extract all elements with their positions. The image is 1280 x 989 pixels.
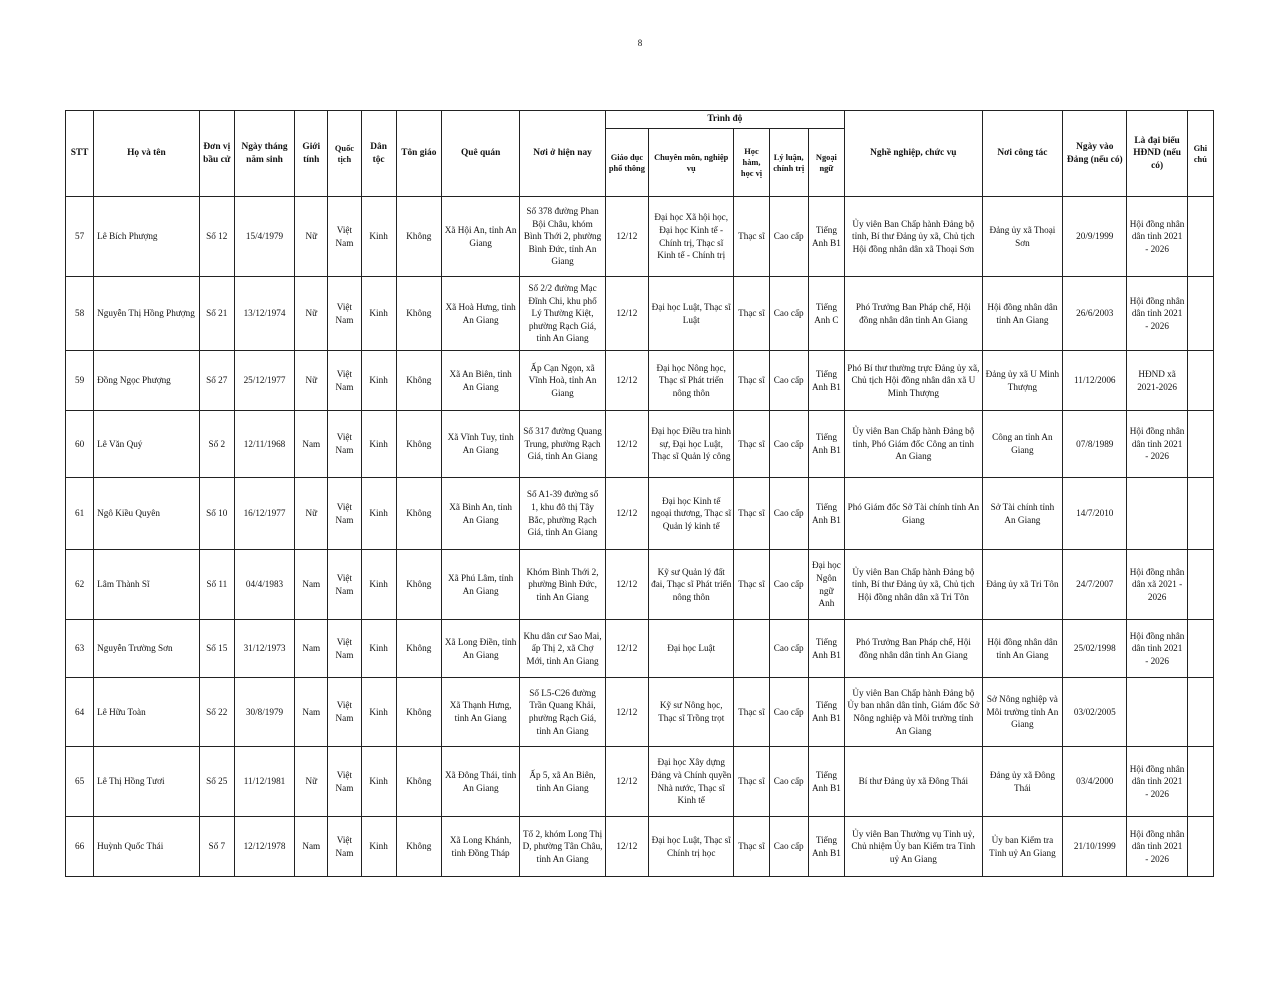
cell-noi-o: Số 378 đường Phan Bội Châu, khóm Bình Thới 2, phường Bình Đức, tỉnh An Giang xyxy=(520,197,605,277)
cell-ngay-vao-dang: 20/9/1999 xyxy=(1063,197,1127,277)
cell-noi-cong-tac: Đảng ủy xã Thoại Sơn xyxy=(982,197,1062,277)
cell-stt: 62 xyxy=(66,550,94,620)
cell-que-quan: Xã Hoà Hưng, tỉnh An Giang xyxy=(441,277,519,351)
cell-ngoai-ngu: Tiếng Anh B1 xyxy=(808,411,844,478)
cell-dai-bieu: Hội đồng nhân dân tỉnh 2021 - 2026 xyxy=(1127,411,1187,478)
cell-dai-bieu: HĐND xã 2021-2026 xyxy=(1127,351,1187,411)
header-ngay-sinh: Ngày tháng năm sinh xyxy=(234,111,294,197)
cell-dan-toc: Kinh xyxy=(361,351,396,411)
cell-dan-toc: Kinh xyxy=(361,620,396,678)
cell-ly-luan: Cao cấp xyxy=(769,478,808,550)
cell-ho-ten: Đồng Ngọc Phượng xyxy=(94,351,200,411)
cell-don-vi: Số 25 xyxy=(199,747,234,817)
cell-ly-luan: Cao cấp xyxy=(769,277,808,351)
cell-ngay-sinh: 04/4/1983 xyxy=(234,550,294,620)
cell-stt: 58 xyxy=(66,277,94,351)
header-quoc-tich: Quốc tịch xyxy=(328,111,361,197)
cell-dai-bieu: Hội đồng nhân dân tỉnh 2021 - 2026 xyxy=(1127,277,1187,351)
cell-ho-ten: Lê Hữu Toàn xyxy=(94,678,200,747)
table-row xyxy=(66,351,1214,411)
cell-ngay-vao-dang: 14/7/2010 xyxy=(1063,478,1127,550)
cell-ngay-vao-dang: 26/6/2003 xyxy=(1063,277,1127,351)
cell-dan-toc: Kinh xyxy=(361,478,396,550)
header-gd-pho-thong: Giáo dục phổ thông xyxy=(605,129,648,197)
cell-ton-giao: Không xyxy=(396,550,441,620)
cell-ho-ten: Huỳnh Quốc Thái xyxy=(94,817,200,877)
table-row xyxy=(66,678,1214,747)
cell-nghe-nghiep: Ủy viên Ban Chấp hành Đảng bộ tỉnh, Bí thư Đảng ủy xã, Chủ tịch Hội đồng nhân dân xã Tri Tôn xyxy=(844,550,982,620)
cell-quoc-tich: Việt Nam xyxy=(328,747,361,817)
cell-gd-pho-thong: 12/12 xyxy=(605,550,648,620)
cell-quoc-tich: Việt Nam xyxy=(328,351,361,411)
cell-ton-giao: Không xyxy=(396,817,441,877)
cell-hoc-ham: Thạc sĩ xyxy=(734,747,769,817)
cell-chuyen-mon: Đại học Nông học, Thạc sĩ Phát triển nông thôn xyxy=(648,351,733,411)
cell-gioi-tinh: Nữ xyxy=(295,197,328,277)
cell-ghi-chu xyxy=(1187,620,1213,678)
table-row xyxy=(66,550,1214,620)
cell-ton-giao: Không xyxy=(396,678,441,747)
cell-nghe-nghiep: Bí thư Đảng ủy xã Đông Thái xyxy=(844,747,982,817)
cell-ghi-chu xyxy=(1187,747,1213,817)
cell-gd-pho-thong: 12/12 xyxy=(605,747,648,817)
cell-stt: 57 xyxy=(66,197,94,277)
cell-gioi-tinh: Nữ xyxy=(295,351,328,411)
cell-gd-pho-thong: 12/12 xyxy=(605,620,648,678)
cell-noi-o: Số A1-39 đường số 1, khu đô thị Tây Bắc, phường Rạch Giá, tỉnh An Giang xyxy=(520,478,605,550)
cell-que-quan: Xã Bình An, tỉnh An Giang xyxy=(441,478,519,550)
cell-ly-luan: Cao cấp xyxy=(769,351,808,411)
cell-chuyen-mon: Đại học Luật, Thạc sĩ Chính trị học xyxy=(648,817,733,877)
cell-noi-cong-tac: Sở Nông nghiệp và Môi trường tỉnh An Giang xyxy=(982,678,1062,747)
cell-ngoai-ngu: Đại học Ngôn ngữ Anh xyxy=(808,550,844,620)
cell-ton-giao: Không xyxy=(396,620,441,678)
header-dai-bieu: Là đại biểu HĐND (nếu có) xyxy=(1127,111,1187,197)
table-row xyxy=(66,197,1214,277)
cell-noi-cong-tac: Hội đồng nhân dân tỉnh An Giang xyxy=(982,277,1062,351)
header-hoc-ham: Học hàm, học vị xyxy=(734,129,769,197)
cell-ho-ten: Nguyễn Trường Sơn xyxy=(94,620,200,678)
cell-chuyen-mon: Kỹ sư Nông học, Thạc sĩ Trồng trọt xyxy=(648,678,733,747)
cell-ngay-vao-dang: 03/02/2005 xyxy=(1063,678,1127,747)
cell-ngoai-ngu: Tiếng Anh B1 xyxy=(808,817,844,877)
cell-don-vi: Số 7 xyxy=(199,817,234,877)
cell-dan-toc: Kinh xyxy=(361,678,396,747)
header-ho-ten: Họ và tên xyxy=(94,111,200,197)
table-row xyxy=(66,277,1214,351)
cell-noi-o: Ấp Cạn Ngọn, xã Vĩnh Hoà, tỉnh An Giang xyxy=(520,351,605,411)
cell-don-vi: Số 22 xyxy=(199,678,234,747)
cell-nghe-nghiep: Ủy viên Ban Thường vụ Tỉnh uỷ, Chủ nhiệm Ủy ban Kiểm tra Tỉnh uỷ An Giang xyxy=(844,817,982,877)
cell-que-quan: Xã Đông Thái, tỉnh An Giang xyxy=(441,747,519,817)
cell-ton-giao: Không xyxy=(396,411,441,478)
cell-que-quan: Xã Long Khánh, tỉnh Đồng Tháp xyxy=(441,817,519,877)
cell-ngoai-ngu: Tiếng Anh B1 xyxy=(808,478,844,550)
cell-noi-cong-tac: Đảng ủy xã Đông Thái xyxy=(982,747,1062,817)
cell-ghi-chu xyxy=(1187,411,1213,478)
header-trinh-do: Trình độ xyxy=(605,111,844,129)
cell-noi-o: Ấp 5, xã An Biên, tỉnh An Giang xyxy=(520,747,605,817)
cell-chuyen-mon: Đại học Kinh tế ngoại thương, Thạc sĩ Quản lý kinh tế xyxy=(648,478,733,550)
cell-que-quan: Xã Phú Lâm, tỉnh An Giang xyxy=(441,550,519,620)
cell-hoc-ham: Thạc sĩ xyxy=(734,197,769,277)
cell-don-vi: Số 10 xyxy=(199,478,234,550)
cell-ngay-sinh: 11/12/1981 xyxy=(234,747,294,817)
cell-nghe-nghiep: Ủy viên Ban Chấp hành Đảng bộ tỉnh, Phó Giám đốc Công an tỉnh An Giang xyxy=(844,411,982,478)
cell-ton-giao: Không xyxy=(396,747,441,817)
cell-ghi-chu xyxy=(1187,277,1213,351)
table-row xyxy=(66,411,1214,478)
cell-gd-pho-thong: 12/12 xyxy=(605,277,648,351)
header-que-quan: Quê quán xyxy=(441,111,519,197)
cell-nghe-nghiep: Phó Giám đốc Sở Tài chính tỉnh An Giang xyxy=(844,478,982,550)
cell-ngoai-ngu: Tiếng Anh B1 xyxy=(808,197,844,277)
cell-que-quan: Xã Thạnh Hưng, tỉnh An Giang xyxy=(441,678,519,747)
cell-ho-ten: Lê Bích Phượng xyxy=(94,197,200,277)
cell-noi-cong-tac: Đảng ủy xã U Minh Thượng xyxy=(982,351,1062,411)
cell-ngay-sinh: 25/12/1977 xyxy=(234,351,294,411)
header-chuyen-mon: Chuyên môn, nghiệp vụ xyxy=(648,129,733,197)
header-noi-o: Nơi ở hiện nay xyxy=(520,111,605,197)
header-gioi-tinh: Giới tính xyxy=(295,111,328,197)
cell-ton-giao: Không xyxy=(396,351,441,411)
cell-ngay-sinh: 13/12/1974 xyxy=(234,277,294,351)
cell-que-quan: Xã An Biên, tỉnh An Giang xyxy=(441,351,519,411)
cell-stt: 66 xyxy=(66,817,94,877)
cell-ly-luan: Cao cấp xyxy=(769,678,808,747)
cell-ngay-sinh: 12/12/1978 xyxy=(234,817,294,877)
cell-ton-giao: Không xyxy=(396,478,441,550)
cell-noi-o: Số 2/2 đường Mạc Đĩnh Chi, khu phố Lý Thường Kiệt, phường Rạch Giá, tỉnh An Giang xyxy=(520,277,605,351)
cell-quoc-tich: Việt Nam xyxy=(328,478,361,550)
cell-ly-luan: Cao cấp xyxy=(769,411,808,478)
cell-dan-toc: Kinh xyxy=(361,817,396,877)
cell-ngoai-ngu: Tiếng Anh B1 xyxy=(808,747,844,817)
cell-ghi-chu xyxy=(1187,817,1213,877)
cell-dan-toc: Kinh xyxy=(361,197,396,277)
cell-hoc-ham xyxy=(734,620,769,678)
cell-gd-pho-thong: 12/12 xyxy=(605,197,648,277)
cell-nghe-nghiep: Phó Bí thư thường trực Đảng ủy xã, Chủ tịch Hội đồng nhân dân xã U Minh Thượng xyxy=(844,351,982,411)
cell-dai-bieu xyxy=(1127,678,1187,747)
cell-noi-cong-tac: Ủy ban Kiểm tra Tỉnh uỷ An Giang xyxy=(982,817,1062,877)
page-number: 8 xyxy=(637,38,643,48)
cell-ly-luan: Cao cấp xyxy=(769,197,808,277)
cell-ghi-chu xyxy=(1187,678,1213,747)
header-ngay-vao-dang: Ngày vào Đảng (nếu có) xyxy=(1063,111,1127,197)
cell-quoc-tich: Việt Nam xyxy=(328,620,361,678)
cell-ngay-sinh: 12/11/1968 xyxy=(234,411,294,478)
cell-hoc-ham: Thạc sĩ xyxy=(734,277,769,351)
cell-don-vi: Số 11 xyxy=(199,550,234,620)
cell-noi-cong-tac: Hội đồng nhân dân tỉnh An Giang xyxy=(982,620,1062,678)
cell-ngay-sinh: 16/12/1977 xyxy=(234,478,294,550)
cell-ngay-sinh: 31/12/1973 xyxy=(234,620,294,678)
cell-stt: 64 xyxy=(66,678,94,747)
cell-quoc-tich: Việt Nam xyxy=(328,411,361,478)
cell-don-vi: Số 2 xyxy=(199,411,234,478)
cell-dan-toc: Kinh xyxy=(361,411,396,478)
cell-stt: 60 xyxy=(66,411,94,478)
table-body xyxy=(66,197,1214,877)
cell-gioi-tinh: Nữ xyxy=(295,747,328,817)
cell-gioi-tinh: Nữ xyxy=(295,277,328,351)
cell-quoc-tich: Việt Nam xyxy=(328,197,361,277)
cell-ly-luan: Cao cấp xyxy=(769,817,808,877)
table-row xyxy=(66,747,1214,817)
cell-noi-o: Khóm Bình Thới 2, phường Bình Đức, tỉnh An Giang xyxy=(520,550,605,620)
cell-noi-o: Số L5-C26 đường Trần Quang Khải, phường Rạch Giá, tỉnh An Giang xyxy=(520,678,605,747)
cell-noi-cong-tac: Công an tỉnh An Giang xyxy=(982,411,1062,478)
cell-stt: 59 xyxy=(66,351,94,411)
cell-don-vi: Số 12 xyxy=(199,197,234,277)
header-ngoai-ngu: Ngoại ngữ xyxy=(808,129,844,197)
cell-ngay-sinh: 15/4/1979 xyxy=(234,197,294,277)
cell-hoc-ham: Thạc sĩ xyxy=(734,351,769,411)
cell-hoc-ham: Thạc sĩ xyxy=(734,550,769,620)
cell-dan-toc: Kinh xyxy=(361,277,396,351)
cell-gioi-tinh: Nam xyxy=(295,550,328,620)
header-noi-cong-tac: Nơi công tác xyxy=(982,111,1062,197)
cell-ghi-chu xyxy=(1187,478,1213,550)
cell-gd-pho-thong: 12/12 xyxy=(605,411,648,478)
cell-hoc-ham: Thạc sĩ xyxy=(734,817,769,877)
cell-que-quan: Xã Long Điền, tỉnh An Giang xyxy=(441,620,519,678)
cell-ghi-chu xyxy=(1187,197,1213,277)
cell-chuyen-mon: Đại học Xây dựng Đảng và Chính quyền Nhà nước, Thạc sĩ Kinh tế xyxy=(648,747,733,817)
cell-dai-bieu: Hội đồng nhân dân tỉnh 2021 - 2026 xyxy=(1127,197,1187,277)
header-don-vi: Đơn vị bầu cử xyxy=(199,111,234,197)
cell-ngay-vao-dang: 25/02/1998 xyxy=(1063,620,1127,678)
cell-ngay-vao-dang: 03/4/2000 xyxy=(1063,747,1127,817)
cell-nghe-nghiep: Phó Trưởng Ban Pháp chế, Hội đồng nhân dân tỉnh An Giang xyxy=(844,620,982,678)
cell-ton-giao: Không xyxy=(396,277,441,351)
candidate-table xyxy=(65,110,1214,877)
cell-ngay-vao-dang: 21/10/1999 xyxy=(1063,817,1127,877)
cell-don-vi: Số 21 xyxy=(199,277,234,351)
cell-gioi-tinh: Nam xyxy=(295,411,328,478)
cell-gd-pho-thong: 12/12 xyxy=(605,351,648,411)
cell-dai-bieu: Hội đồng nhân dân xã 2021 - 2026 xyxy=(1127,550,1187,620)
cell-noi-o: Số 317 đường Quang Trung, phường Rạch Giá, tỉnh An Giang xyxy=(520,411,605,478)
cell-ngoai-ngu: Tiếng Anh C xyxy=(808,277,844,351)
cell-nghe-nghiep: Phó Trưởng Ban Pháp chế, Hội đồng nhân dân tỉnh An Giang xyxy=(844,277,982,351)
cell-gioi-tinh: Nam xyxy=(295,817,328,877)
cell-ngay-vao-dang: 11/12/2006 xyxy=(1063,351,1127,411)
cell-dai-bieu xyxy=(1127,478,1187,550)
cell-chuyen-mon: Kỹ sư Quản lý đất đai, Thạc sĩ Phát triển nông thôn xyxy=(648,550,733,620)
cell-ly-luan: Cao cấp xyxy=(769,620,808,678)
cell-ly-luan: Cao cấp xyxy=(769,747,808,817)
cell-ho-ten: Lâm Thành Sĩ xyxy=(94,550,200,620)
cell-dai-bieu: Hội đồng nhân dân tỉnh 2021 - 2026 xyxy=(1127,620,1187,678)
cell-don-vi: Số 27 xyxy=(199,351,234,411)
header-ghi-chu: Ghi chú xyxy=(1187,111,1213,197)
cell-que-quan: Xã Hội An, tỉnh An Giang xyxy=(441,197,519,277)
table-row xyxy=(66,620,1214,678)
header-dan-toc: Dân tộc xyxy=(361,111,396,197)
cell-gd-pho-thong: 12/12 xyxy=(605,678,648,747)
cell-ngoai-ngu: Tiếng Anh B1 xyxy=(808,678,844,747)
cell-ghi-chu xyxy=(1187,351,1213,411)
cell-noi-cong-tac: Sở Tài chính tỉnh An Giang xyxy=(982,478,1062,550)
cell-dan-toc: Kinh xyxy=(361,550,396,620)
cell-gioi-tinh: Nữ xyxy=(295,478,328,550)
cell-hoc-ham: Thạc sĩ xyxy=(734,478,769,550)
cell-ngay-vao-dang: 07/8/1989 xyxy=(1063,411,1127,478)
cell-quoc-tich: Việt Nam xyxy=(328,817,361,877)
cell-gioi-tinh: Nam xyxy=(295,620,328,678)
cell-ho-ten: Lê Văn Quý xyxy=(94,411,200,478)
cell-hoc-ham: Thạc sĩ xyxy=(734,411,769,478)
header-ly-luan: Lý luận, chính trị xyxy=(769,129,808,197)
cell-stt: 63 xyxy=(66,620,94,678)
cell-noi-o: Tổ 2, khóm Long Thị D, phường Tân Châu, tỉnh An Giang xyxy=(520,817,605,877)
cell-quoc-tich: Việt Nam xyxy=(328,678,361,747)
cell-que-quan: Xã Vĩnh Tuy, tỉnh An Giang xyxy=(441,411,519,478)
table-row xyxy=(66,478,1214,550)
cell-chuyen-mon: Đại học Điều tra hình sự, Đại học Luật, Thạc sĩ Quản lý công xyxy=(648,411,733,478)
cell-ton-giao: Không xyxy=(396,197,441,277)
header-ton-giao: Tôn giáo xyxy=(396,111,441,197)
cell-quoc-tich: Việt Nam xyxy=(328,550,361,620)
cell-dai-bieu: Hội đồng nhân dân tỉnh 2021 - 2026 xyxy=(1127,747,1187,817)
cell-quoc-tich: Việt Nam xyxy=(328,277,361,351)
table-row xyxy=(66,817,1214,877)
cell-ghi-chu xyxy=(1187,550,1213,620)
cell-ngoai-ngu: Tiếng Anh B1 xyxy=(808,620,844,678)
cell-noi-o: Khu dân cư Sao Mai, ấp Thị 2, xã Chợ Mới, tỉnh An Giang xyxy=(520,620,605,678)
cell-dai-bieu: Hội đồng nhân dân tỉnh 2021 - 2026 xyxy=(1127,817,1187,877)
cell-gd-pho-thong: 12/12 xyxy=(605,478,648,550)
cell-stt: 65 xyxy=(66,747,94,817)
header-stt: STT xyxy=(66,111,94,197)
cell-chuyen-mon: Đại học Luật xyxy=(648,620,733,678)
cell-chuyen-mon: Đại học Xã hội học, Đại học Kinh tế - Chính trị, Thạc sĩ Kinh tế - Chính trị xyxy=(648,197,733,277)
cell-chuyen-mon: Đại học Luật, Thạc sĩ Luật xyxy=(648,277,733,351)
cell-ho-ten: Lê Thị Hồng Tươi xyxy=(94,747,200,817)
cell-stt: 61 xyxy=(66,478,94,550)
cell-ngay-sinh: 30/8/1979 xyxy=(234,678,294,747)
cell-ngoai-ngu: Tiếng Anh B1 xyxy=(808,351,844,411)
cell-nghe-nghiep: Ủy viên Ban Chấp hành Đảng bộ Ủy ban nhân dân tỉnh, Giám đốc Sở Nông nghiệp và Môi trường tỉnh An Giang xyxy=(844,678,982,747)
cell-ho-ten: Nguyễn Thị Hồng Phượng xyxy=(94,277,200,351)
cell-noi-cong-tac: Đảng ủy xã Tri Tôn xyxy=(982,550,1062,620)
cell-ngay-vao-dang: 24/7/2007 xyxy=(1063,550,1127,620)
cell-gd-pho-thong: 12/12 xyxy=(605,817,648,877)
cell-hoc-ham: Thạc sĩ xyxy=(734,678,769,747)
cell-gioi-tinh: Nam xyxy=(295,678,328,747)
cell-ly-luan: Cao cấp xyxy=(769,550,808,620)
header-nghe-nghiep: Nghề nghiệp, chức vụ xyxy=(844,111,982,197)
cell-ho-ten: Ngô Kiều Quyên xyxy=(94,478,200,550)
cell-dan-toc: Kinh xyxy=(361,747,396,817)
cell-nghe-nghiep: Ủy viên Ban Chấp hành Đảng bộ tỉnh, Bí thư Đảng ủy xã, Chủ tịch Hội đồng nhân dân xã Thoại Sơn xyxy=(844,197,982,277)
cell-don-vi: Số 15 xyxy=(199,620,234,678)
